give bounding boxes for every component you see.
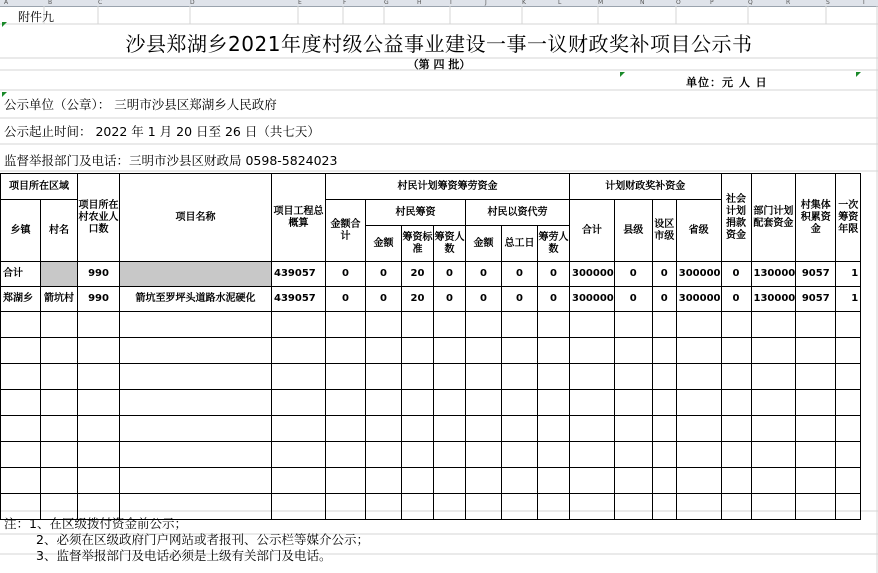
empty-cell[interactable] — [721, 442, 751, 468]
empty-cell[interactable] — [434, 312, 466, 338]
header-province: 省级 — [676, 200, 721, 262]
empty-cell[interactable] — [614, 312, 652, 338]
empty-cell[interactable] — [570, 468, 615, 494]
empty-cell[interactable] — [466, 442, 502, 468]
page-title: 沙县郑湖乡2021年度村级公益事业建设一事一议财政奖补项目公示书 — [125, 32, 753, 56]
column-letter[interactable]: J — [485, 0, 487, 6]
empty-cell[interactable] — [434, 338, 466, 364]
empty-cell[interactable] — [721, 468, 751, 494]
cell-collective[interactable]: 9057 — [796, 287, 836, 312]
empty-cell[interactable] — [466, 338, 502, 364]
empty-cell[interactable] — [78, 364, 120, 390]
cell-social[interactable]: 0 — [721, 262, 751, 287]
empty-cell[interactable] — [796, 442, 836, 468]
empty-cell[interactable] — [120, 364, 272, 390]
empty-cell[interactable] — [120, 442, 272, 468]
period-line: 公示起止时间： 2022 年 1 月 20 日至 26 日（共七天） — [4, 124, 320, 139]
table-row-empty — [1, 390, 861, 416]
empty-cell[interactable] — [502, 390, 538, 416]
header-social: 社会计划捐款资金 — [721, 174, 751, 262]
empty-cell[interactable] — [676, 442, 721, 468]
empty-cell[interactable] — [1, 442, 41, 468]
cell-labor-amount[interactable]: 0 — [466, 287, 502, 312]
column-letter[interactable]: L — [558, 0, 562, 6]
empty-cell[interactable] — [502, 312, 538, 338]
empty-cell[interactable] — [272, 442, 326, 468]
empty-cell[interactable] — [751, 494, 796, 520]
column-letter[interactable]: S — [826, 0, 830, 6]
empty-cell[interactable] — [1, 390, 41, 416]
empty-cell[interactable] — [538, 468, 570, 494]
cell-dept[interactable]: 130000 — [751, 287, 796, 312]
column-letter[interactable]: P — [710, 0, 714, 6]
header-raise-people: 筹资人数 — [434, 226, 466, 262]
empty-cell[interactable] — [652, 416, 676, 442]
cell-amount-total[interactable]: 0 — [326, 262, 366, 287]
table-row-empty — [1, 442, 861, 468]
header-villager-funds: 村民计划筹资筹劳资金 — [326, 174, 570, 200]
empty-cell[interactable] — [434, 494, 466, 520]
empty-cell[interactable] — [366, 494, 402, 520]
cell-project[interactable]: 箭坑至罗坪头道路水泥硬化 — [120, 287, 272, 312]
empty-cell[interactable] — [570, 390, 615, 416]
column-letter[interactable]: C — [98, 0, 103, 6]
empty-cell[interactable] — [326, 364, 366, 390]
cell-county[interactable]: 0 — [614, 262, 652, 287]
empty-cell[interactable] — [836, 494, 861, 520]
empty-cell[interactable] — [326, 442, 366, 468]
empty-cell[interactable] — [721, 494, 751, 520]
cell-labor-days[interactable]: 0 — [502, 287, 538, 312]
column-letter[interactable]: M — [598, 0, 604, 6]
header-raise-standard: 筹资标准 — [402, 226, 434, 262]
note-line-1: 注：1、在区级拨付资金前公示； — [4, 516, 187, 531]
empty-cell[interactable] — [676, 416, 721, 442]
publisher-line: 公示单位（公章）： 三明市沙县区郑湖乡人民政府 — [4, 97, 277, 112]
header-total: 项目工程总概算 — [272, 174, 326, 262]
empty-cell[interactable] — [272, 338, 326, 364]
empty-cell[interactable] — [538, 338, 570, 364]
cell-city[interactable]: 0 — [652, 287, 676, 312]
empty-cell[interactable] — [41, 442, 78, 468]
cell-years[interactable]: 1 — [836, 262, 861, 287]
empty-cell[interactable] — [78, 416, 120, 442]
empty-cell[interactable] — [366, 468, 402, 494]
cell-labor-people[interactable]: 0 — [538, 287, 570, 312]
empty-cell[interactable] — [41, 390, 78, 416]
empty-cell[interactable] — [538, 364, 570, 390]
cell-county[interactable]: 0 — [614, 287, 652, 312]
header-villager-raise: 村民筹资 — [366, 200, 466, 226]
empty-cell[interactable] — [796, 312, 836, 338]
empty-cell[interactable] — [402, 364, 434, 390]
empty-cell[interactable] — [836, 364, 861, 390]
cell-raise-standard[interactable]: 20 — [402, 287, 434, 312]
empty-cell[interactable] — [366, 312, 402, 338]
empty-cell[interactable] — [41, 364, 78, 390]
column-letter[interactable]: B — [48, 0, 53, 6]
header-project-name: 项目名称 — [120, 174, 272, 262]
empty-cell[interactable] — [652, 390, 676, 416]
empty-cell[interactable] — [614, 364, 652, 390]
empty-cell[interactable] — [570, 364, 615, 390]
empty-cell[interactable] — [434, 364, 466, 390]
empty-cell[interactable] — [366, 416, 402, 442]
empty-cell[interactable] — [570, 312, 615, 338]
table-row-project — [1, 287, 861, 312]
cell-years[interactable]: 1 — [836, 287, 861, 312]
column-letter[interactable]: N — [640, 0, 645, 6]
empty-cell[interactable] — [120, 338, 272, 364]
empty-cell[interactable] — [836, 312, 861, 338]
cell-village[interactable]: 箭坑村 — [41, 287, 78, 312]
empty-cell[interactable] — [652, 468, 676, 494]
empty-cell[interactable] — [538, 312, 570, 338]
empty-cell[interactable] — [466, 468, 502, 494]
header-labor-people: 筹劳人数 — [538, 226, 570, 262]
column-letter[interactable]: D — [190, 0, 195, 6]
cell-social[interactable]: 0 — [721, 287, 751, 312]
empty-cell[interactable] — [751, 390, 796, 416]
empty-cell[interactable] — [366, 364, 402, 390]
header-fiscal-total: 合计 — [570, 200, 615, 262]
empty-cell[interactable] — [502, 416, 538, 442]
table-row-empty — [1, 338, 861, 364]
column-letter[interactable]: I — [450, 0, 452, 6]
empty-cell[interactable] — [78, 442, 120, 468]
table-row-total — [1, 262, 861, 287]
empty-cell[interactable] — [41, 416, 78, 442]
empty-cell[interactable] — [366, 390, 402, 416]
empty-cell[interactable] — [570, 338, 615, 364]
empty-cell[interactable] — [466, 390, 502, 416]
cell-raise-amount[interactable]: 0 — [366, 287, 402, 312]
empty-cell[interactable] — [751, 416, 796, 442]
cell-population[interactable]: 990 — [78, 262, 120, 287]
batch-label: （第 四 批） — [407, 58, 471, 71]
empty-cell[interactable] — [366, 338, 402, 364]
cell-labor-people[interactable]: 0 — [538, 262, 570, 287]
empty-cell[interactable] — [676, 338, 721, 364]
header-labor-days: 总工日 — [502, 226, 538, 262]
empty-cell[interactable] — [78, 468, 120, 494]
cell-village[interactable] — [41, 262, 78, 287]
cell-city[interactable]: 0 — [652, 262, 676, 287]
supervision-line: 监督举报部门及电话：三明市沙县区财政局 0598-5824023 — [4, 153, 338, 168]
header-labor-amount: 金额 — [466, 226, 502, 262]
empty-cell[interactable] — [41, 338, 78, 364]
header-dept: 部门计划配套资金 — [751, 174, 796, 262]
empty-cell[interactable] — [836, 468, 861, 494]
column-letter[interactable]: R — [786, 0, 791, 6]
empty-cell[interactable] — [272, 390, 326, 416]
empty-cell[interactable] — [721, 338, 751, 364]
empty-cell[interactable] — [614, 416, 652, 442]
cell-raise-standard[interactable]: 20 — [402, 262, 434, 287]
empty-cell[interactable] — [326, 494, 366, 520]
cell-fiscal-total[interactable]: 300000 — [570, 287, 615, 312]
empty-cell[interactable] — [652, 312, 676, 338]
empty-cell[interactable] — [326, 312, 366, 338]
empty-cell[interactable] — [721, 364, 751, 390]
empty-cell[interactable] — [751, 364, 796, 390]
header-amount-total: 金额合计 — [326, 200, 366, 262]
empty-cell[interactable] — [402, 442, 434, 468]
empty-cell[interactable] — [78, 312, 120, 338]
empty-cell[interactable] — [614, 442, 652, 468]
empty-cell[interactable] — [466, 494, 502, 520]
empty-cell[interactable] — [836, 338, 861, 364]
empty-cell[interactable] — [721, 416, 751, 442]
column-letter[interactable]: A — [4, 0, 9, 6]
empty-cell[interactable] — [402, 312, 434, 338]
empty-cell[interactable] — [466, 364, 502, 390]
header-raise-amount: 金额 — [366, 226, 402, 262]
empty-cell[interactable] — [751, 442, 796, 468]
empty-cell[interactable] — [570, 416, 615, 442]
empty-cell[interactable] — [272, 312, 326, 338]
empty-cell[interactable] — [796, 416, 836, 442]
attachment-label: 附件九 — [18, 10, 55, 24]
empty-cell[interactable] — [326, 390, 366, 416]
empty-cell[interactable] — [652, 364, 676, 390]
cell-raise-people[interactable]: 0 — [434, 262, 466, 287]
empty-cell[interactable] — [120, 416, 272, 442]
cell-township[interactable]: 合计 — [1, 262, 41, 287]
column-letter[interactable]: O — [676, 0, 681, 6]
empty-cell[interactable] — [614, 338, 652, 364]
cell-dept[interactable]: 130000 — [751, 262, 796, 287]
empty-cell[interactable] — [652, 494, 676, 520]
cell-fiscal-total[interactable]: 300000 — [570, 262, 615, 287]
empty-cell[interactable] — [676, 312, 721, 338]
empty-cell[interactable] — [676, 364, 721, 390]
cell-province[interactable]: 300000 — [676, 262, 721, 287]
cell-labor-amount[interactable]: 0 — [466, 262, 502, 287]
empty-cell[interactable] — [570, 494, 615, 520]
empty-cell[interactable] — [721, 312, 751, 338]
empty-cell[interactable] — [614, 390, 652, 416]
empty-cell[interactable] — [466, 416, 502, 442]
empty-cell[interactable] — [721, 390, 751, 416]
cell-project[interactable] — [120, 262, 272, 287]
empty-cell[interactable] — [836, 390, 861, 416]
column-letter[interactable]: F — [343, 0, 347, 6]
cell-amount-total[interactable]: 0 — [326, 287, 366, 312]
empty-cell[interactable] — [1, 416, 41, 442]
header-village: 村名 — [41, 200, 78, 262]
empty-cell[interactable] — [402, 338, 434, 364]
empty-cell[interactable] — [538, 416, 570, 442]
empty-cell[interactable] — [836, 416, 861, 442]
empty-cell[interactable] — [836, 442, 861, 468]
cell-labor-days[interactable]: 0 — [502, 262, 538, 287]
cell-raise-amount[interactable]: 0 — [366, 262, 402, 287]
empty-cell[interactable] — [751, 312, 796, 338]
empty-cell[interactable] — [120, 468, 272, 494]
cell-total[interactable]: 439057 — [272, 262, 326, 287]
empty-cell[interactable] — [502, 364, 538, 390]
empty-cell[interactable] — [402, 416, 434, 442]
empty-cell[interactable] — [1, 468, 41, 494]
empty-cell[interactable] — [272, 468, 326, 494]
empty-cell[interactable] — [614, 468, 652, 494]
header-collective: 村集体积累资金 — [796, 174, 836, 262]
header-population: 项目所在村农业人口数 — [78, 174, 120, 262]
empty-cell[interactable] — [652, 442, 676, 468]
empty-cell[interactable] — [796, 390, 836, 416]
unit-label: 单位：元 人 日 — [686, 76, 768, 89]
table-row-empty — [1, 468, 861, 494]
empty-cell[interactable] — [272, 494, 326, 520]
empty-cell[interactable] — [570, 442, 615, 468]
cell-province[interactable]: 300000 — [676, 287, 721, 312]
cell-comment-marker — [620, 72, 625, 77]
header-labor-substitute: 村民以资代劳 — [466, 200, 570, 226]
empty-cell[interactable] — [676, 390, 721, 416]
empty-cell[interactable] — [796, 494, 836, 520]
table-row-empty — [1, 312, 861, 338]
empty-cell[interactable] — [676, 494, 721, 520]
empty-cell[interactable] — [326, 338, 366, 364]
header-county: 县级 — [614, 200, 652, 262]
empty-cell[interactable] — [796, 364, 836, 390]
empty-cell[interactable] — [502, 468, 538, 494]
empty-cell[interactable] — [434, 468, 466, 494]
column-letter[interactable]: Q — [748, 0, 753, 6]
empty-cell[interactable] — [402, 494, 434, 520]
cell-population[interactable]: 990 — [78, 287, 120, 312]
column-letter[interactable]: E — [298, 0, 302, 6]
header-one-time: 一次筹资年限 — [836, 174, 861, 262]
empty-cell[interactable] — [120, 312, 272, 338]
empty-cell[interactable] — [614, 494, 652, 520]
empty-cell[interactable] — [366, 442, 402, 468]
empty-cell[interactable] — [796, 338, 836, 364]
note-line-2: 2、必须在区级政府门户网站或者报刊、公示栏等媒介公示； — [36, 532, 369, 547]
cell-township[interactable]: 郑湖乡 — [1, 287, 41, 312]
empty-cell[interactable] — [796, 468, 836, 494]
empty-cell[interactable] — [272, 364, 326, 390]
empty-cell[interactable] — [652, 338, 676, 364]
empty-cell[interactable] — [326, 468, 366, 494]
empty-cell[interactable] — [538, 494, 570, 520]
header-district-city: 设区市级 — [652, 200, 676, 262]
column-letter[interactable]: G — [384, 0, 389, 6]
empty-cell[interactable] — [78, 390, 120, 416]
header-location: 项目所在区域 — [1, 174, 78, 200]
cell-raise-people[interactable]: 0 — [434, 287, 466, 312]
table-row-empty — [1, 364, 861, 390]
empty-cell[interactable] — [78, 338, 120, 364]
cell-collective[interactable]: 9057 — [796, 262, 836, 287]
cell-comment-marker — [2, 22, 7, 27]
header-fiscal: 计划财政奖补资金 — [570, 174, 722, 200]
empty-cell[interactable] — [751, 338, 796, 364]
table-row-empty — [1, 416, 861, 442]
empty-cell[interactable] — [434, 416, 466, 442]
empty-cell[interactable] — [402, 390, 434, 416]
empty-cell[interactable] — [466, 312, 502, 338]
empty-cell[interactable] — [434, 442, 466, 468]
empty-cell[interactable] — [272, 416, 326, 442]
empty-cell[interactable] — [41, 312, 78, 338]
empty-cell[interactable] — [41, 468, 78, 494]
project-table — [0, 173, 861, 520]
column-letter[interactable]: H — [417, 0, 422, 6]
header-township: 乡镇 — [1, 200, 41, 262]
empty-cell[interactable] — [502, 442, 538, 468]
empty-cell[interactable] — [1, 364, 41, 390]
cell-total[interactable]: 439057 — [272, 287, 326, 312]
empty-cell[interactable] — [1, 312, 41, 338]
note-line-3: 3、监督举报部门及电话必须是上级有关部门及电话。 — [36, 548, 332, 563]
empty-cell[interactable] — [434, 390, 466, 416]
empty-cell[interactable] — [502, 494, 538, 520]
column-letter[interactable]: K — [522, 0, 526, 6]
empty-cell[interactable] — [676, 468, 721, 494]
empty-cell[interactable] — [538, 390, 570, 416]
empty-cell[interactable] — [502, 338, 538, 364]
column-letter[interactable]: T — [862, 0, 866, 6]
empty-cell[interactable] — [326, 416, 366, 442]
empty-cell[interactable] — [120, 390, 272, 416]
empty-cell[interactable] — [402, 468, 434, 494]
empty-cell[interactable] — [751, 468, 796, 494]
empty-cell[interactable] — [1, 338, 41, 364]
empty-cell[interactable] — [538, 442, 570, 468]
cell-comment-marker — [856, 72, 861, 77]
